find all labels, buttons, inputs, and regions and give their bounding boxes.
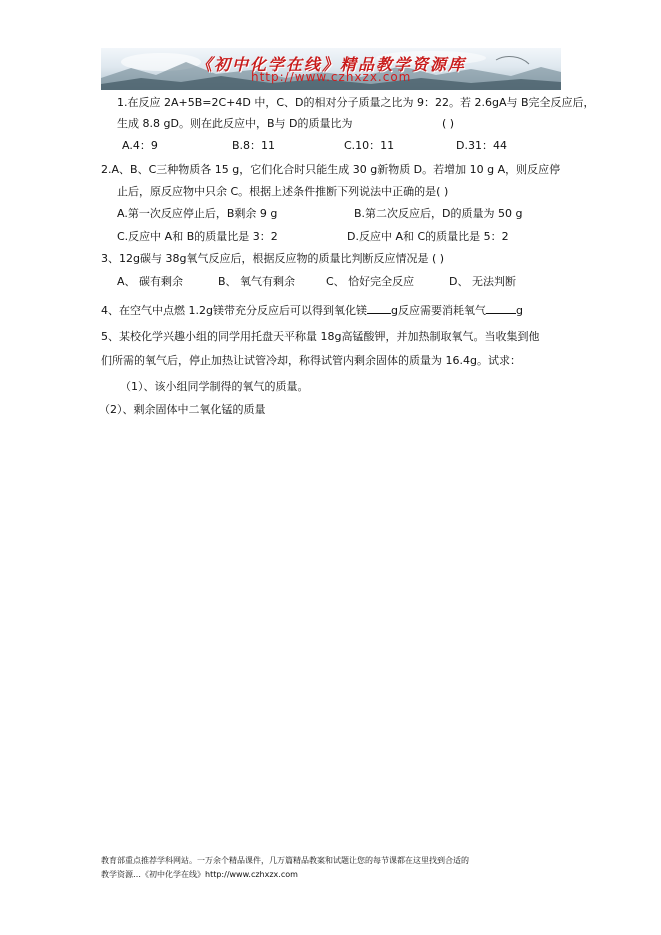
q3-option-a: A、 碳有剩余 — [117, 275, 184, 288]
q2-option-a: A.第一次反应停止后，B剩余 9 g — [117, 207, 278, 220]
q5-line1: 5、某校化学兴趣小组的同学用托盘天平称量 18g高锰酸钾，并加热制取氧气。当收集到他 — [101, 330, 540, 343]
q4-text-part3: g — [515, 304, 523, 317]
q3-option-d: D、 无法判断 — [449, 275, 516, 288]
q2-option-d: D.反应中 A和 C的质量比是 5：2 — [347, 230, 509, 243]
footer-prefix: 教学资源…《初中化学在线》 — [101, 870, 205, 879]
q1-line1: 1.在反应 2A+5B=2C+4D 中，C、D的相对分子质量之比为 9：22。若 2.6gA与 B完全反应后， — [117, 96, 595, 109]
q4-blank-mgo[interactable] — [367, 303, 391, 314]
q2-option-c: C.反应中 A和 B的质量比是 3：2 — [117, 230, 278, 243]
banner-url[interactable]: http://www.czhxzx.com — [251, 70, 412, 84]
banner-title: 《初中化学在线》精品教学资源库 — [195, 55, 466, 74]
q1-option-b: B.8：11 — [232, 139, 276, 152]
q4-text-part1: 4、在空气中点燃 1.2g镁带充分反应后可以得到氧化镁 — [101, 304, 367, 317]
q4-line — [101, 303, 523, 318]
q1-line2: 生成 8.8 gD。则在此反应中，B与 D的质量比为 — [117, 117, 353, 130]
footer-line1: 教育部重点推荐学科网站。一万余个精品课件，几万篇精品教案和试题让您的每节课都在这里找到合适的 — [101, 856, 469, 865]
q4-blank-oxygen[interactable] — [486, 303, 516, 314]
q4-text-part2: g反应需要消耗氧气 — [390, 304, 486, 317]
q5-subquestion-1: （1）、该小组同学制得的氧气的质量。 — [120, 380, 309, 393]
header-banner — [101, 48, 561, 90]
q3-option-c: C、 恰好完全反应 — [326, 275, 415, 288]
footer-line2 — [101, 869, 298, 881]
q1-option-a: A.4：9 — [122, 139, 158, 152]
q2-option-b: B.第二次反应后，D的质量为 50 g — [354, 207, 523, 220]
q5-line2: 们所需的氧气后，停止加热让试管冷却，称得试管内剩余固体的质量为 16.4g。试求： — [101, 354, 521, 367]
q3-option-b: B、 氧气有剩余 — [218, 275, 296, 288]
q3-line1: 3、12g碳与 38g氧气反应后，根据反应物的质量比判断反应情况是 ( ) — [101, 252, 445, 265]
footer-url[interactable]: http://www.czhxzx.com — [205, 870, 298, 879]
q2-line1: 2.A、B、C三种物质各 15 g，它们化合时只能生成 30 g新物质 D。若增加 10 g A，则反应停 — [101, 163, 561, 176]
q1-option-d: D.31：44 — [456, 139, 507, 152]
q1-answer-paren: ( ) — [442, 117, 455, 130]
q2-line2: 止后，原反应物中只余 C。根据上述条件推断下列说法中正确的是( ) — [117, 185, 449, 198]
q1-option-c: C.10：11 — [344, 139, 395, 152]
q5-subquestion-2: （2）、剩余固体中二氧化锰的质量 — [99, 403, 266, 416]
